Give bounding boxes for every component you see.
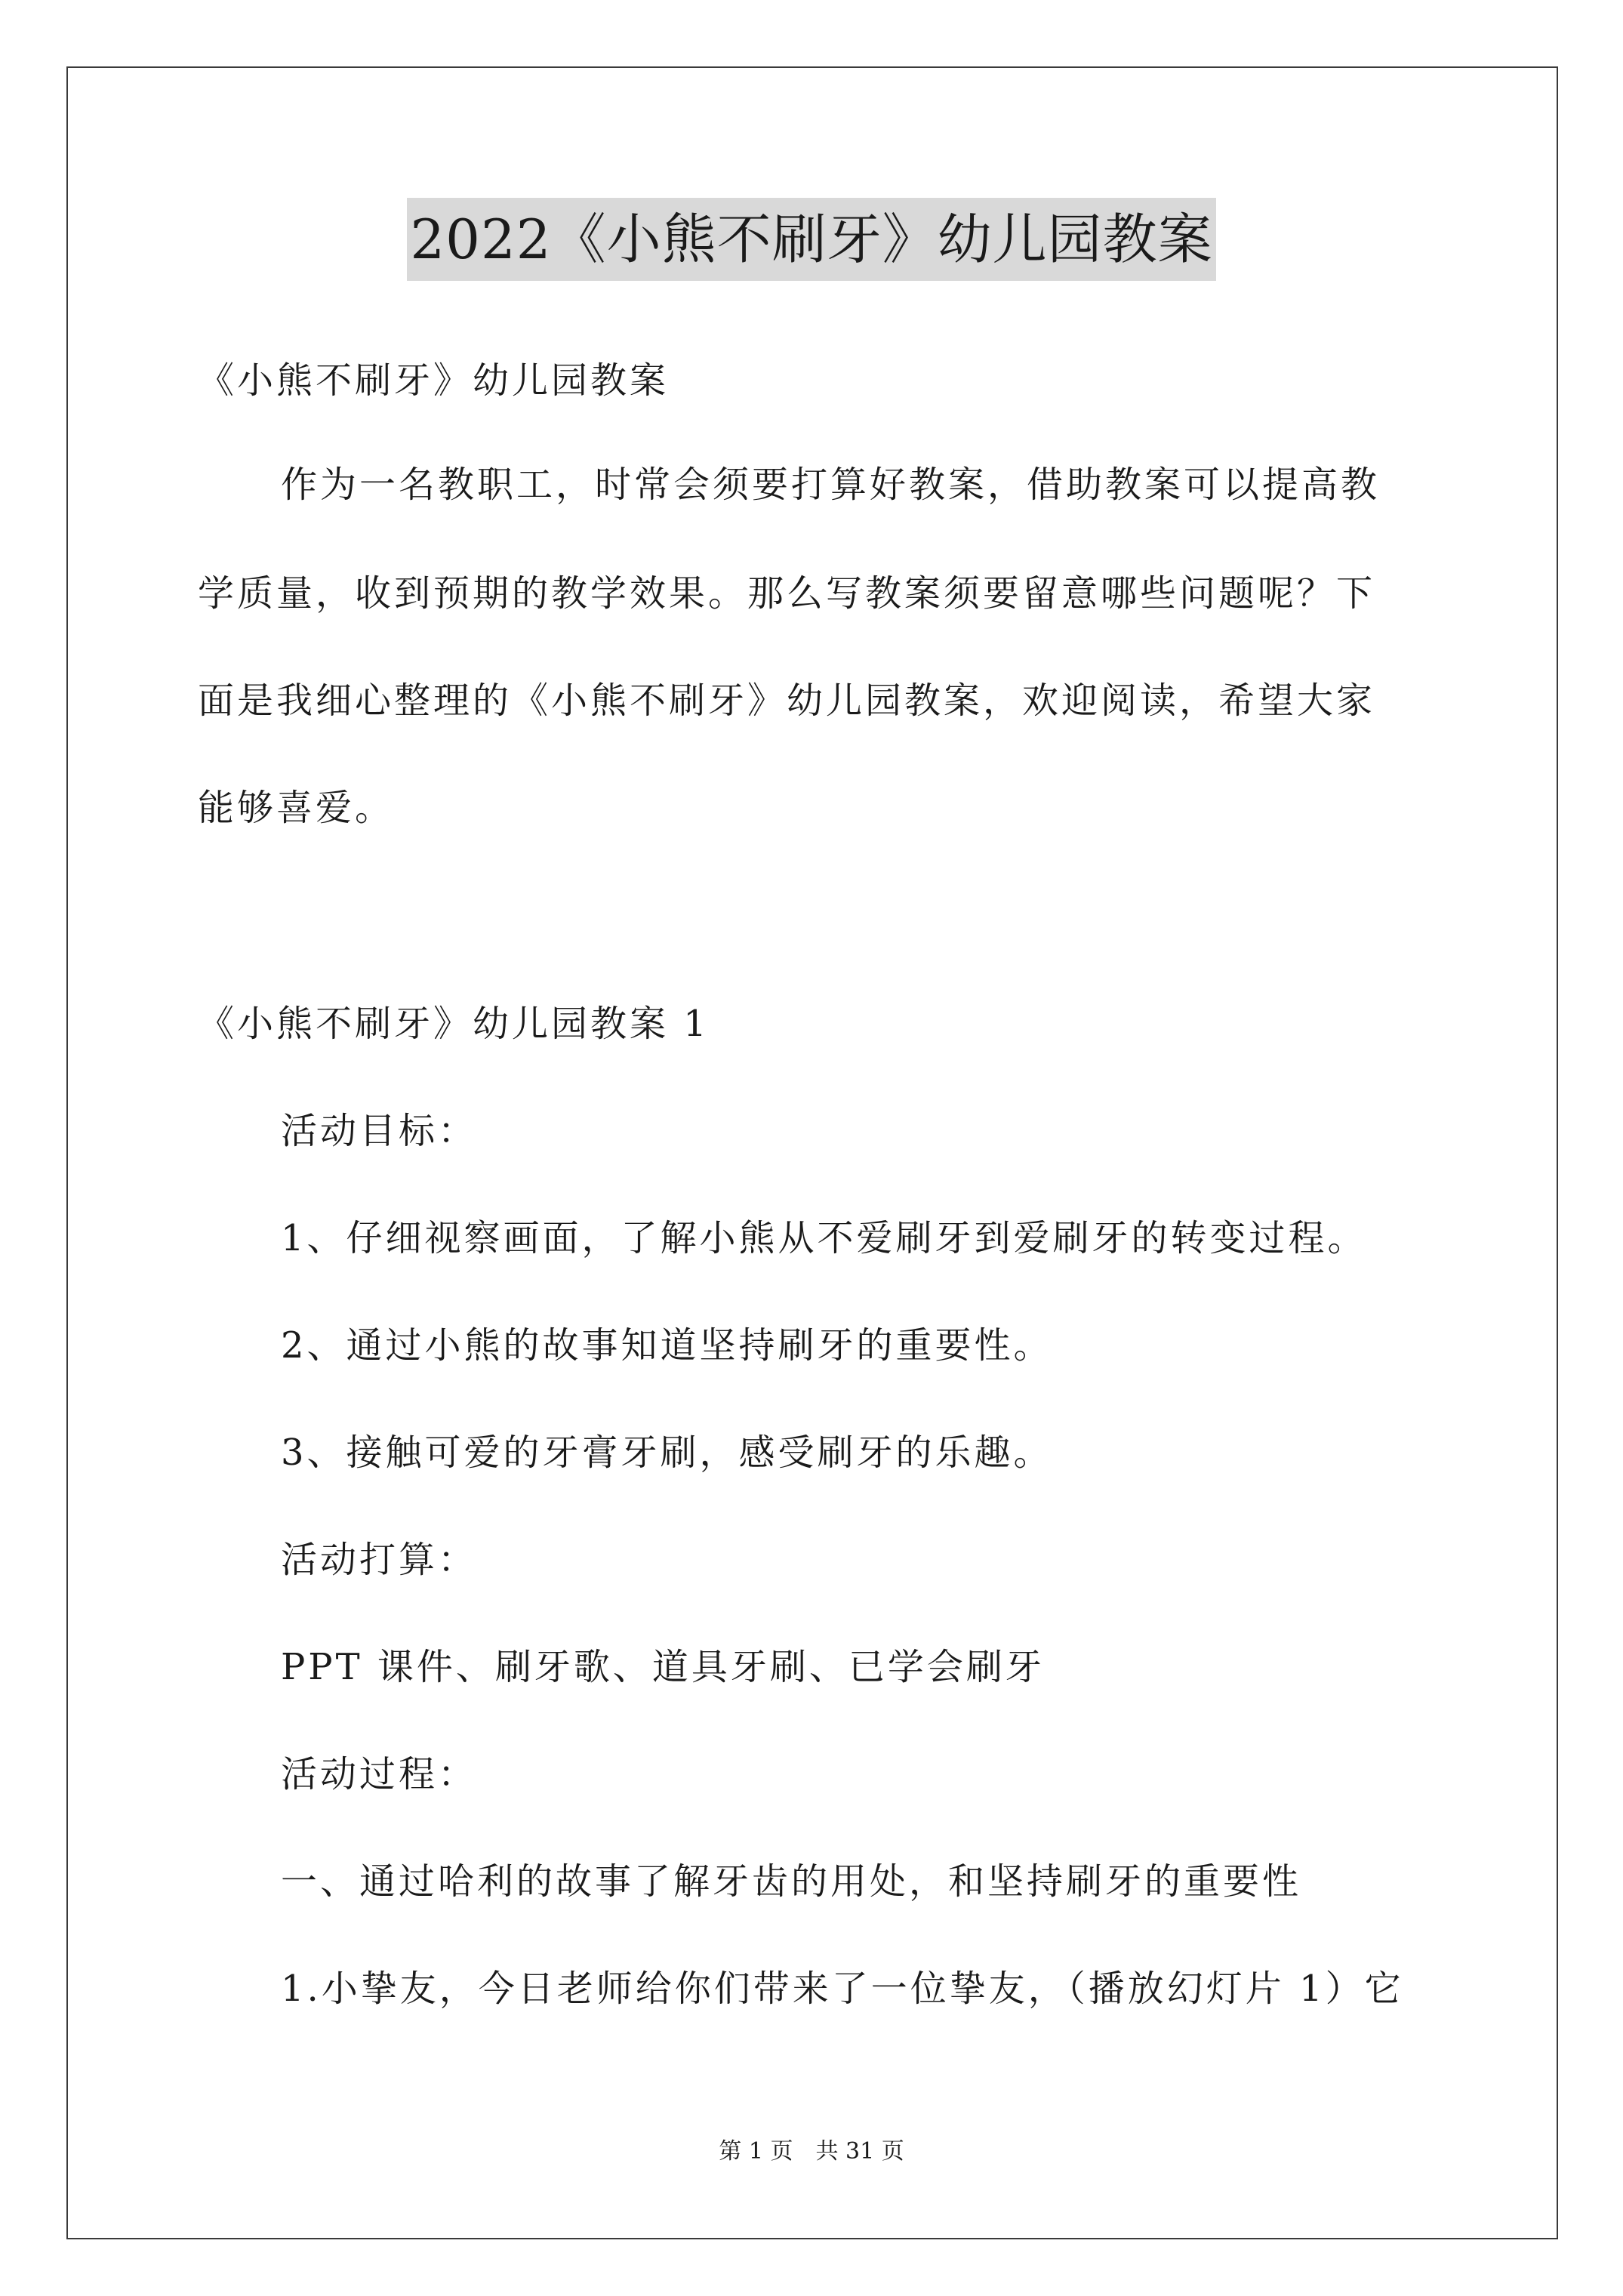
- title-container: [0, 198, 1623, 281]
- section-title: 《小熊不刷牙》幼儿园教案 1: [198, 1003, 710, 1045]
- prep-materials: PPT 课件、刷牙歌、道具牙刷、已学会刷牙: [281, 1646, 1045, 1688]
- process-step-1-1: 1.小挚友，今日老师给你们带来了一位挚友，（播放幻灯片 1）它: [281, 1968, 1404, 2010]
- intro-line-3: 面是我细心整理的《小熊不刷牙》幼儿园教案，欢迎阅读，希望大家: [198, 680, 1376, 722]
- page-title: 2022《小熊不刷牙》幼儿园教案: [407, 198, 1215, 281]
- goal-item-1: 1、仔细视察画面，了解小熊从不爱刷牙到爱刷牙的转变过程。: [281, 1217, 1367, 1259]
- page-footer: 第 1 页 共 31 页: [719, 2138, 904, 2165]
- subtitle: 《小熊不刷牙》幼儿园教案: [198, 359, 670, 402]
- goal-item-3: 3、接触可爱的牙膏牙刷，感受刷牙的乐趣。: [281, 1432, 1053, 1474]
- intro-line-4: 能够喜爱。: [198, 787, 395, 829]
- goal-item-2: 2、通过小熊的故事知道坚持刷牙的重要性。: [281, 1324, 1053, 1367]
- activity-goal-heading: 活动目标：: [281, 1110, 478, 1152]
- activity-process-heading: 活动过程：: [281, 1753, 478, 1795]
- process-step-1: 一、通过哈利的故事了解牙齿的用处，和坚持刷牙的重要性: [281, 1860, 1302, 1903]
- intro-line-1: 作为一名教职工，时常会须要打算好教案，借助教案可以提高教: [281, 464, 1381, 506]
- activity-prep-heading: 活动打算：: [281, 1539, 478, 1581]
- intro-line-2: 学质量，收到预期的教学效果。那么写教案须要留意哪些问题呢？下: [198, 572, 1376, 615]
